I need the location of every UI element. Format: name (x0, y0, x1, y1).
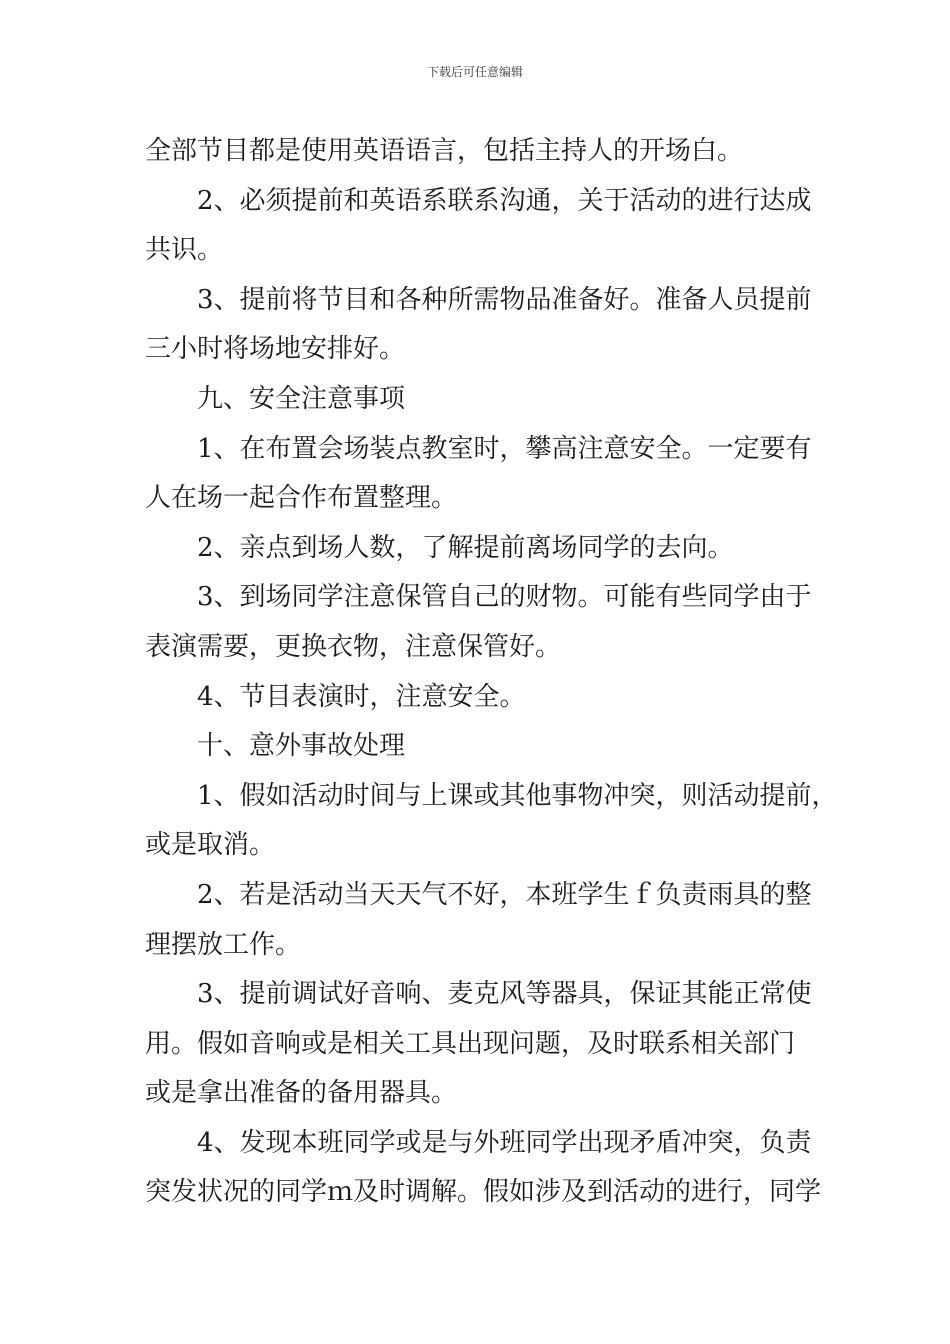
text-line: 4、节目表演时，注意安全。 (197, 681, 526, 712)
text-line: 突发状况的同学ｍ及时调解。假如涉及到活动的进行，同学 (145, 1177, 822, 1208)
text-line: 或是拿出准备的备用器具。 (145, 1078, 458, 1109)
text-line: 或是取消。 (145, 830, 276, 861)
document-body (145, 127, 838, 1218)
text-line: 2、必须提前和英语系联系沟通，关于活动的进行达成 (197, 185, 812, 216)
text-line: 2、若是活动当天天气不好，本班学生ｆ负责雨具的整 (197, 879, 812, 910)
text-line: 全部节目都是使用英语语言，包括主持人的开场白。 (145, 136, 744, 166)
text-line: 表演需要，更换衣物，注意保管好。 (145, 631, 562, 662)
text-line: 人在场一起合作布置整理。 (145, 483, 458, 514)
text-line: 1、在布置会场装点教室时，攀高注意安全。一定要有 (197, 433, 812, 464)
section-heading: 十、意外事故处理 (197, 731, 406, 762)
text-line: 3、到场同学注意保管自己的财物。可能有些同学由于 (197, 582, 812, 613)
text-line: 1、假如活动时间与上课或其他事物冲突，则活动提前， (197, 780, 838, 811)
text-line: 2、亲点到场人数，了解提前离场同学的去向。 (197, 532, 734, 563)
text-line: 理摆放工作。 (145, 929, 302, 960)
text-line: 3、提前将节目和各种所需物品准备好。准备人员提前 (197, 284, 812, 315)
text-line: 共识。 (145, 235, 224, 266)
section-heading: 九、安全注意事项 (197, 383, 406, 414)
text-line: 用。假如音响或是相关工具出现问题，及时联系相关部门 (145, 1028, 796, 1059)
text-line: 三小时将场地安排好。 (145, 334, 406, 365)
text-line: 4、发现本班同学或是与外班同学出现矛盾冲突，负责 (197, 1127, 812, 1158)
page-header: 下载后可任意编辑 (426, 65, 523, 79)
text-line: 3、提前调试好音响、麦克风等器具，保证其能正常使 (197, 979, 812, 1010)
